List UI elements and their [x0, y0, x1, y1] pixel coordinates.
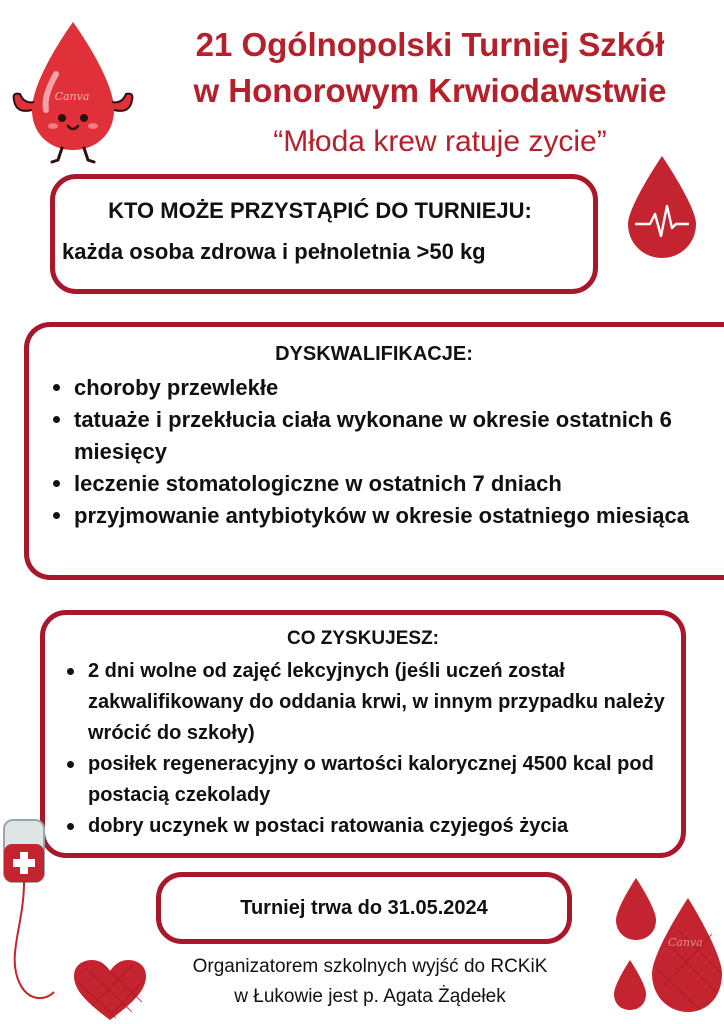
list-item: tatuaże i przekłucia ciała wykonane w okresie ostatnich 6 miesięcy [74, 404, 704, 468]
drops-watermark: Canva [668, 936, 703, 949]
eligibility-answer: każda osoba zdrowa i pełnoletnia >50 kg [62, 239, 486, 264]
heart-icon [72, 958, 148, 1022]
list-item: choroby przewlekłe [74, 372, 704, 404]
list-item: posiłek regeneracyjny o wartości kalorycznej 4500 kcal pod postacią czekolady [88, 749, 673, 811]
blood-drops-icon [608, 874, 722, 1020]
list-item: leczenie stomatologiczne w ostatnich 7 dniach [74, 468, 704, 500]
heartbeat-drop-icon [624, 154, 700, 260]
list-item: dobry uczynek w postaci ratowania czyjegoś życia [88, 811, 673, 842]
list-item: 2 dni wolne od zajęć lekcyjnych (jeśli uczeń został zakwalifikowany do oddania krwi, w innym przypadku należy wrócić do szkoły) [88, 656, 673, 749]
page-title [140, 22, 720, 114]
organizer-info [150, 952, 590, 1012]
organizer-line-2: w Łukowie jest p. Agata Żądełek [234, 986, 506, 1007]
disqualifications-heading: DYSKWALIFIKACJE: [275, 343, 473, 365]
eligibility-box [50, 174, 598, 294]
blood-bag-icon [0, 816, 70, 1016]
title-line-1: 21 Ogólnopolski Turniej Szkół [195, 26, 665, 63]
benefits-heading: CO ZYSKUJESZ: [286, 628, 440, 649]
benefits-list [88, 656, 673, 842]
page-subtitle: “Młoda krew ratuje zycie” [273, 125, 607, 158]
tournament-duration: Turniej trwa do 31.05.2024 [240, 897, 488, 919]
title-line-2: w Honorowym Krwiodawstwie [193, 72, 667, 109]
disqualifications-list [74, 372, 704, 532]
organizer-line-1: Organizatorem szkolnych wyjść do RCKiK [192, 956, 548, 977]
list-item: przyjmowanie antybiotyków w okresie ostatniego miesiąca [74, 500, 704, 532]
eligibility-question: KTO MOŻE PRZYSTĄPIĆ DO TURNIEJU: [108, 198, 532, 223]
blood-drop-mascot-icon [8, 14, 138, 164]
mascot-watermark: Canva [54, 90, 90, 103]
